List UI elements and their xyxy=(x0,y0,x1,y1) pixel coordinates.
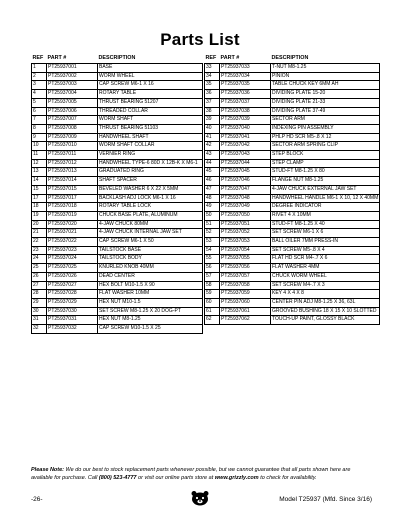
table-row xyxy=(32,168,203,177)
ref-cell: 54 xyxy=(205,246,220,255)
page-title: Parts List xyxy=(160,30,240,49)
table-row xyxy=(205,151,380,160)
description-cell: CHUCK WORM WHEEL xyxy=(271,272,380,281)
note-website-link[interactable]: www.grizzly.com xyxy=(214,475,259,481)
table-row xyxy=(205,90,380,99)
ref-cell: 14 xyxy=(32,177,47,186)
part-number-cell: PT25937020 xyxy=(47,220,98,229)
description-cell: DEGREE INDICATOR xyxy=(271,203,380,212)
table-row xyxy=(205,229,380,238)
bear-icon xyxy=(190,490,210,506)
table-row xyxy=(205,116,380,125)
part-number-cell: PT25937057 xyxy=(220,272,271,281)
part-number-cell: PT25937029 xyxy=(47,298,98,307)
note-label: Please Note: xyxy=(31,467,65,473)
part-number-cell: PT25937013 xyxy=(47,168,98,177)
description-cell: ROTARY TABLE xyxy=(98,90,203,99)
availability-note xyxy=(31,466,371,482)
table-row xyxy=(32,281,203,290)
part-number-cell: PT25937030 xyxy=(47,307,98,316)
part-number-cell: PT25937058 xyxy=(220,281,271,290)
part-number-cell: PT25937021 xyxy=(47,229,98,238)
part-number-cell: PT25937026 xyxy=(47,272,98,281)
table-row xyxy=(32,255,203,264)
table-row xyxy=(205,238,380,247)
description-cell: INDEXING PIN ASSEMBLY xyxy=(271,124,380,133)
table-row xyxy=(32,220,203,229)
ref-cell: 52 xyxy=(205,229,220,238)
description-cell: PHLP HD SCR M5-.8 X 12 xyxy=(271,133,380,142)
description-cell: TAILSTOCK BODY xyxy=(98,255,203,264)
ref-cell: 23 xyxy=(32,246,47,255)
description-cell: FLAT WASHER 4MM xyxy=(271,264,380,273)
table-row xyxy=(205,272,380,281)
table-row xyxy=(32,272,203,281)
ref-cell: 24 xyxy=(32,255,47,264)
ref-cell: 57 xyxy=(205,272,220,281)
header-description: DESCRIPTION xyxy=(98,55,136,62)
table-row xyxy=(205,220,380,229)
table-header xyxy=(32,55,203,64)
description-cell: CAP SCREW M10-1.5 X 25 xyxy=(98,325,203,334)
description-cell: BACKLASH ADJ LOCK M6-1 X 16 xyxy=(98,194,203,203)
ref-cell: 19 xyxy=(32,211,47,220)
ref-cell: 51 xyxy=(205,220,220,229)
description-cell: GROOVED BUSHING 18 X 15 X 10 SLOTTED xyxy=(271,307,380,316)
part-number-cell: PT25937036 xyxy=(220,90,271,99)
description-cell: SET SCREW M6-1 X 6 xyxy=(271,229,380,238)
ref-cell: 3 xyxy=(32,81,47,90)
ref-cell: 30 xyxy=(32,307,47,316)
ref-cell: 29 xyxy=(32,298,47,307)
ref-cell: 28 xyxy=(32,290,47,299)
table-row xyxy=(32,194,203,203)
table-row xyxy=(205,133,380,142)
description-cell: PINION xyxy=(271,72,380,81)
ref-cell: 43 xyxy=(205,151,220,160)
description-cell: WORM SHAFT xyxy=(98,116,203,125)
ref-cell: 32 xyxy=(32,325,47,334)
note-text-3: to check for availability. xyxy=(258,475,317,481)
ref-cell: 44 xyxy=(205,159,220,168)
part-number-cell: PT25937062 xyxy=(220,316,271,325)
description-cell: WORM SHAFT COLLAR xyxy=(98,142,203,151)
ref-cell: 9 xyxy=(32,133,47,142)
ref-cell: 22 xyxy=(32,238,47,247)
part-number-cell: PT25937011 xyxy=(47,151,98,160)
part-number-cell: PT25937003 xyxy=(47,81,98,90)
part-number-cell: PT25937050 xyxy=(220,211,271,220)
description-cell: CENTER PIN ADJ M8-1.25 X 36, 63L xyxy=(271,298,380,307)
table-row xyxy=(205,107,380,116)
part-number-cell: PT25937008 xyxy=(47,124,98,133)
part-number-cell: PT25937025 xyxy=(47,264,98,273)
description-cell: SET SCREW M5-.8 X 4 xyxy=(271,246,380,255)
description-cell: HEX BOLT M10-1.5 X 90 xyxy=(98,281,203,290)
part-number-cell: PT25937010 xyxy=(47,142,98,151)
table-row xyxy=(32,290,203,299)
ref-cell: 26 xyxy=(32,272,47,281)
part-number-cell: PT25937009 xyxy=(47,133,98,142)
ref-cell: 34 xyxy=(205,72,220,81)
ref-cell: 38 xyxy=(205,107,220,116)
ref-cell: 31 xyxy=(32,316,47,325)
table-row xyxy=(205,307,380,316)
description-cell: HEX NUT M8-1.25 xyxy=(98,316,203,325)
description-cell: BASE xyxy=(98,64,203,73)
ref-cell: 10 xyxy=(32,142,47,151)
header-ref: REF xyxy=(205,55,217,62)
ref-cell: 58 xyxy=(205,281,220,290)
table-row xyxy=(205,98,380,107)
part-number-cell: PT25937006 xyxy=(47,107,98,116)
table-row xyxy=(32,98,203,107)
note-text-2: or visit our online parts store at xyxy=(136,475,215,481)
part-number-cell: PT25937028 xyxy=(47,290,98,299)
ref-cell: 8 xyxy=(32,124,47,133)
part-number-cell: PT25937035 xyxy=(220,81,271,90)
part-number-cell: PT25937032 xyxy=(47,325,98,334)
part-number-cell: PT25937051 xyxy=(220,220,271,229)
ref-cell: 42 xyxy=(205,142,220,151)
table-row xyxy=(32,159,203,168)
table-row xyxy=(205,159,380,168)
description-cell: SET SCREW M8-1.25 X 20 DOG-PT xyxy=(98,307,203,316)
description-cell: STEP BLOCK xyxy=(271,151,380,160)
ref-cell: 6 xyxy=(32,107,47,116)
description-cell: THRUST BEARING 51207 xyxy=(98,98,203,107)
part-number-cell: PT25937019 xyxy=(47,211,98,220)
ref-cell: 47 xyxy=(205,185,220,194)
table-row xyxy=(205,142,380,151)
description-cell: HANDWHEEL HANDLE M6-1 X 10, 12 X 40MM xyxy=(271,194,380,203)
part-number-cell: PT25937053 xyxy=(220,238,271,247)
part-number-cell: PT25937044 xyxy=(220,159,271,168)
description-cell: FLANGE NUT M8-1.25 xyxy=(271,177,380,186)
table-row xyxy=(205,168,380,177)
ref-cell: 17 xyxy=(32,194,47,203)
ref-cell: 11 xyxy=(32,151,47,160)
parts-table-left xyxy=(31,55,203,334)
table-row xyxy=(205,281,380,290)
part-number-cell: PT25937060 xyxy=(220,298,271,307)
ref-cell: 45 xyxy=(205,168,220,177)
table-row xyxy=(32,72,203,81)
table-row xyxy=(32,238,203,247)
ref-cell: 13 xyxy=(32,168,47,177)
ref-cell: 56 xyxy=(205,264,220,273)
part-number-cell: PT25937061 xyxy=(220,307,271,316)
description-cell: HEX NUT M10-1.5 xyxy=(98,298,203,307)
part-number-cell: PT25937043 xyxy=(220,151,271,160)
description-cell: SET SCREW M4-.7 X 3 xyxy=(271,281,380,290)
part-number-cell: PT25937034 xyxy=(220,72,271,81)
ref-cell: 20 xyxy=(32,220,47,229)
description-cell: HANDWHEEL SHAFT xyxy=(98,133,203,142)
description-cell: TABLE CHUCK KEY 6MM AH xyxy=(271,81,380,90)
page-number: -26- xyxy=(31,496,43,503)
table-row xyxy=(205,72,380,81)
description-cell: TOUCH-UP PAINT, GLOSSY BLACK xyxy=(271,316,380,325)
table-row xyxy=(32,116,203,125)
description-cell: DIVIDING PLATE 21-33 xyxy=(271,98,380,107)
note-text-1: We do our best to stock replacement parts whenever possible, but we cannot guarantee that all parts shown here are available for purchase. Call xyxy=(31,467,351,481)
ref-cell: 5 xyxy=(32,98,47,107)
part-number-cell: PT25937052 xyxy=(220,229,271,238)
description-cell: CAP SCREW M6-1 X 16 xyxy=(98,81,203,90)
description-cell: CHUCK BASE PLATE, ALUMINUM xyxy=(98,211,203,220)
part-number-cell: PT25937022 xyxy=(47,238,98,247)
table-row xyxy=(32,316,203,325)
part-number-cell: PT25937031 xyxy=(47,316,98,325)
description-cell: STUD-FT M8-1.25 X 40 xyxy=(271,220,380,229)
table-row xyxy=(32,211,203,220)
description-cell: BALL OILER 7MM PRESS-IN xyxy=(271,238,380,247)
part-number-cell: PT25937048 xyxy=(220,194,271,203)
ref-cell: 15 xyxy=(32,185,47,194)
ref-cell: 46 xyxy=(205,177,220,186)
description-cell: DIVIDING PLATE 15-20 xyxy=(271,90,380,99)
ref-cell: 41 xyxy=(205,133,220,142)
description-cell: THRUST BEARING 51103 xyxy=(98,124,203,133)
ref-cell: 62 xyxy=(205,316,220,325)
table-row xyxy=(32,124,203,133)
description-cell: KNURLED KNOB 40MM xyxy=(98,264,203,273)
description-cell: STEP CLAMP xyxy=(271,159,380,168)
header-part: PART # xyxy=(47,55,67,62)
description-cell: SHAFT SPACER xyxy=(98,177,203,186)
description-cell: BEVELED WASHER 6 X 22 X 5MM xyxy=(98,185,203,194)
part-number-cell: PT25937014 xyxy=(47,177,98,186)
table-row xyxy=(32,81,203,90)
ref-cell: 61 xyxy=(205,307,220,316)
table-row xyxy=(32,307,203,316)
description-cell: 4-JAW CHUCK 80MM xyxy=(98,220,203,229)
table-row xyxy=(205,290,380,299)
description-cell: T-NUT M8-1.25 xyxy=(271,64,380,73)
description-cell: FLAT WASHER 10MM xyxy=(98,290,203,299)
table-row xyxy=(32,185,203,194)
ref-cell: 36 xyxy=(205,90,220,99)
ref-cell: 60 xyxy=(205,298,220,307)
table-row xyxy=(205,194,380,203)
table-row xyxy=(205,185,380,194)
table-row xyxy=(205,64,380,73)
description-cell: VERNIER RING xyxy=(98,151,203,160)
part-number-cell: PT25937001 xyxy=(47,64,98,73)
part-number-cell: PT25937037 xyxy=(220,98,271,107)
part-number-cell: PT25937047 xyxy=(220,185,271,194)
ref-cell: 35 xyxy=(205,81,220,90)
ref-cell: 2 xyxy=(32,72,47,81)
ref-cell: 33 xyxy=(205,64,220,73)
table-row xyxy=(32,246,203,255)
description-cell: CAP SCREW M6-1 X 50 xyxy=(98,238,203,247)
model-info: Model T25937 (Mfd. Since 3/16) xyxy=(279,496,372,503)
description-cell: GRADUATED RING xyxy=(98,168,203,177)
table-row xyxy=(32,325,203,334)
ref-cell: 50 xyxy=(205,211,220,220)
ref-cell: 59 xyxy=(205,290,220,299)
part-number-cell: PT25937042 xyxy=(220,142,271,151)
ref-cell: 4 xyxy=(32,90,47,99)
ref-cell: 21 xyxy=(32,229,47,238)
part-number-cell: PT25937002 xyxy=(47,72,98,81)
description-cell: RIVET 4 X 10MM xyxy=(271,211,380,220)
table-row xyxy=(205,316,380,325)
description-cell: SECTOR ARM xyxy=(271,116,380,125)
part-number-cell: PT25937007 xyxy=(47,116,98,125)
ref-cell: 37 xyxy=(205,98,220,107)
ref-cell: 25 xyxy=(32,264,47,273)
description-cell: ROTARY TABLE LOCK xyxy=(98,203,203,212)
part-number-cell: PT25937012 xyxy=(47,159,98,168)
part-number-cell: PT25937055 xyxy=(220,255,271,264)
part-number-cell: PT25937049 xyxy=(220,203,271,212)
table-row xyxy=(32,90,203,99)
description-cell: TAILSTOCK BASE xyxy=(98,246,203,255)
part-number-cell: PT25937041 xyxy=(220,133,271,142)
table-row xyxy=(205,81,380,90)
part-number-cell: PT25937024 xyxy=(47,255,98,264)
table-row xyxy=(32,203,203,212)
ref-cell: 49 xyxy=(205,203,220,212)
ref-cell: 1 xyxy=(32,64,47,73)
table-row xyxy=(205,203,380,212)
description-cell: STUD-FT M8-1.25 X 80 xyxy=(271,168,380,177)
description-cell: DEAD CENTER xyxy=(98,272,203,281)
table-row xyxy=(205,124,380,133)
ref-cell: 53 xyxy=(205,238,220,247)
part-number-cell: PT25937004 xyxy=(47,90,98,99)
description-cell: SECTOR ARM SPRING CLIP xyxy=(271,142,380,151)
ref-cell: 39 xyxy=(205,116,220,125)
table-row xyxy=(32,151,203,160)
table-header xyxy=(205,55,380,64)
part-number-cell: PT25937018 xyxy=(47,203,98,212)
table-row xyxy=(205,246,380,255)
table-row xyxy=(32,107,203,116)
table-row xyxy=(32,142,203,151)
part-number-cell: PT25937054 xyxy=(220,246,271,255)
part-number-cell: PT25937059 xyxy=(220,290,271,299)
table-row xyxy=(32,298,203,307)
description-cell: DIVIDING PLATE 37-49 xyxy=(271,107,380,116)
table-row xyxy=(205,177,380,186)
table-row xyxy=(205,298,380,307)
table-row xyxy=(32,229,203,238)
table-row xyxy=(32,177,203,186)
header-ref: REF xyxy=(32,55,44,62)
table-row xyxy=(32,264,203,273)
part-number-cell: PT25937040 xyxy=(220,124,271,133)
description-cell: HANDWHEEL TYPE-6 80D X 12B-K X M6-1 xyxy=(98,159,203,168)
part-number-cell: PT25937005 xyxy=(47,98,98,107)
ref-cell: 18 xyxy=(32,203,47,212)
part-number-cell: PT25937023 xyxy=(47,246,98,255)
ref-cell: 48 xyxy=(205,194,220,203)
part-number-cell: PT25937015 xyxy=(47,185,98,194)
ref-cell: 40 xyxy=(205,124,220,133)
header-description: DESCRIPTION xyxy=(271,55,309,62)
part-number-cell: PT25937017 xyxy=(47,194,98,203)
table-row xyxy=(205,211,380,220)
description-cell: 4-JAW CHUCK INTERNAL JAW SET xyxy=(98,229,203,238)
part-number-cell: PT25937038 xyxy=(220,107,271,116)
part-number-cell: PT25937039 xyxy=(220,116,271,125)
part-number-cell: PT25937027 xyxy=(47,281,98,290)
table-row xyxy=(205,255,380,264)
part-number-cell: PT25937033 xyxy=(220,64,271,73)
part-number-cell: PT25937045 xyxy=(220,168,271,177)
ref-cell: 55 xyxy=(205,255,220,264)
part-number-cell: PT25937046 xyxy=(220,177,271,186)
description-cell: KEY 4 X 4 X 8 xyxy=(271,290,380,299)
table-row xyxy=(205,264,380,273)
description-cell: WORM WHEEL xyxy=(98,72,203,81)
ref-cell: 27 xyxy=(32,281,47,290)
note-phone: (800) 523-4777 xyxy=(98,475,137,481)
description-cell: FLAT HD SCR M4-.7 X 6 xyxy=(271,255,380,264)
parts-table-right xyxy=(204,55,380,325)
part-number-cell: PT25937056 xyxy=(220,264,271,273)
header-part: PART # xyxy=(220,55,240,62)
ref-cell: 12 xyxy=(32,159,47,168)
table-row xyxy=(32,133,203,142)
description-cell: THREADED COLLAR xyxy=(98,107,203,116)
description-cell: 4-JAW CHUCK EXTERNAL JAW SET xyxy=(271,185,380,194)
ref-cell: 7 xyxy=(32,116,47,125)
table-row xyxy=(32,64,203,73)
